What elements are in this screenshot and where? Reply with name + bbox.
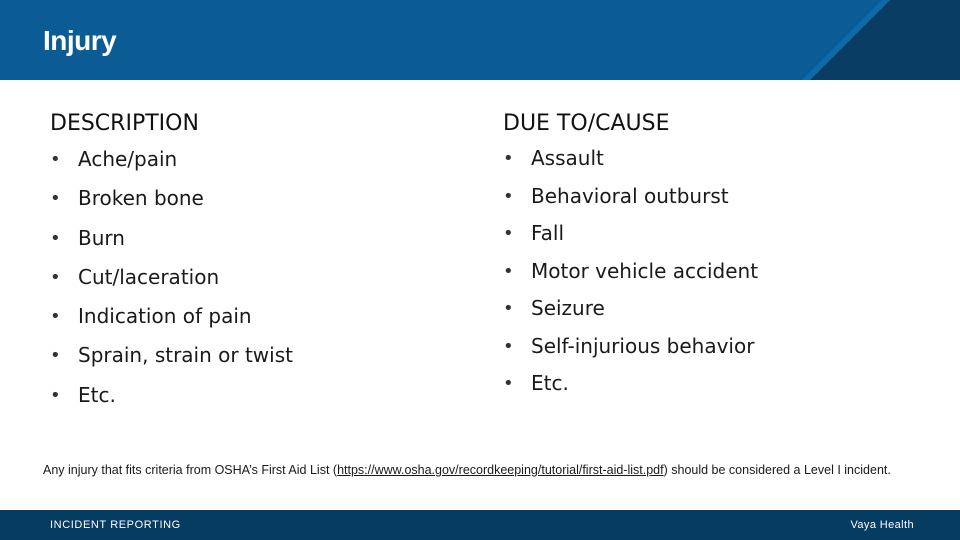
- cause-column: [503, 108, 923, 403]
- cause-list: [503, 140, 923, 403]
- list-item: • Ache/pain: [50, 140, 450, 179]
- description-column: [50, 108, 450, 415]
- list-item: • Indication of pain: [50, 297, 450, 336]
- list-item: • Self-injurious behavior: [503, 328, 923, 366]
- list-item: • Motor vehicle accident: [503, 253, 923, 291]
- footer-section-label: INCIDENT REPORTING: [50, 519, 181, 531]
- cause-heading: DUE TO/CAUSE: [503, 111, 670, 136]
- header-accent-shape: [780, 0, 960, 80]
- list-item: • Etc.: [503, 365, 923, 403]
- list-item: • Assault: [503, 140, 923, 178]
- list-item: • Broken bone: [50, 179, 450, 218]
- description-heading: DESCRIPTION: [50, 111, 199, 136]
- footnote: [43, 463, 943, 477]
- list-item: • Sprain, strain or twist: [50, 336, 450, 375]
- list-item: • Fall: [503, 215, 923, 253]
- footnote-text-after: ) should be considered a Level I incident.: [663, 463, 891, 477]
- list-item: • Cut/laceration: [50, 258, 450, 297]
- osha-first-aid-link[interactable]: https://www.osha.gov/recordkeeping/tutorial/first-aid-list.pdf: [337, 463, 664, 477]
- list-item: • Burn: [50, 219, 450, 258]
- header-banner: [0, 0, 960, 80]
- list-item: • Seizure: [503, 290, 923, 328]
- footer-organization: Vaya Health: [850, 519, 914, 531]
- footer-bar: [0, 510, 960, 540]
- description-list: [50, 140, 450, 415]
- list-item: • Etc.: [50, 376, 450, 415]
- page-title: Injury: [43, 25, 117, 56]
- list-item: • Behavioral outburst: [503, 178, 923, 216]
- footnote-text-before: Any injury that fits criteria from OSHA’s First Aid List (: [43, 463, 338, 477]
